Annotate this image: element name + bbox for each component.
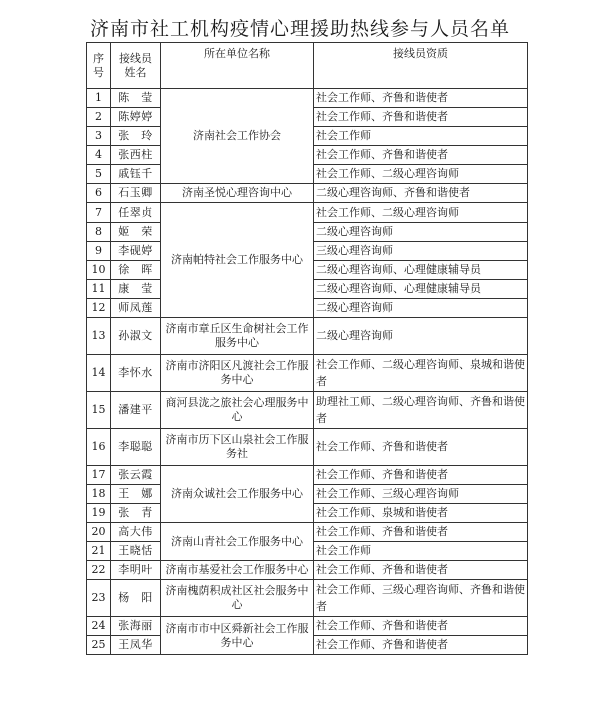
cell-number: 18 — [87, 485, 111, 504]
cell-number: 13 — [87, 318, 111, 355]
cell-number: 15 — [87, 392, 111, 429]
cell-qualification: 社会工作师、二级心理咨询师 — [314, 203, 528, 223]
cell-name: 潘建平 — [111, 392, 161, 429]
cell-qualification: 社会工作师、齐鲁和谐使者 — [314, 108, 528, 127]
table-row — [87, 429, 528, 466]
header-no-line: 序 — [93, 51, 104, 65]
cell-name: 张 玲 — [111, 127, 161, 146]
cell-name: 陈婷婷 — [111, 108, 161, 127]
header-name-line: 接线员 — [119, 51, 152, 65]
cell-name: 李明叶 — [111, 561, 161, 580]
header-org: 所在单位名称 — [161, 43, 314, 89]
cell-number: 5 — [87, 165, 111, 184]
cell-number: 1 — [87, 89, 111, 108]
table-row — [87, 355, 528, 392]
cell-name: 王凤华 — [111, 636, 161, 655]
cell-organization: 济南市基爱社会工作服务中心 — [161, 561, 314, 580]
table-row — [87, 580, 528, 617]
cell-number: 20 — [87, 523, 111, 542]
cell-organization: 济南圣悦心理咨询中心 — [161, 184, 314, 203]
page-title: 济南市社工机构疫情心理援助热线参与人员名单 — [89, 18, 510, 40]
header-qual: 接线员资质 — [314, 43, 528, 89]
cell-qualification: 二级心理咨询师、齐鲁和谐使者 — [314, 184, 528, 203]
cell-name: 张西柱 — [111, 146, 161, 165]
cell-number: 21 — [87, 542, 111, 561]
cell-name: 张海丽 — [111, 617, 161, 636]
cell-name: 戚钰千 — [111, 165, 161, 184]
cell-number: 9 — [87, 242, 111, 261]
cell-qualification: 二级心理咨询师 — [314, 299, 528, 318]
cell-name: 王晓恬 — [111, 542, 161, 561]
cell-number: 3 — [87, 127, 111, 146]
cell-qualification: 社会工作师、齐鲁和谐使者 — [314, 561, 528, 580]
cell-name: 姬 荣 — [111, 223, 161, 242]
header-no-line: 号 — [93, 65, 104, 79]
cell-number: 8 — [87, 223, 111, 242]
cell-qualification: 社会工作师、齐鲁和谐使者 — [314, 429, 528, 466]
table-row — [87, 561, 528, 580]
cell-organization: 济南市章丘区生命树社会工作服务中心 — [161, 318, 314, 355]
cell-name: 张 青 — [111, 504, 161, 523]
cell-number: 11 — [87, 280, 111, 299]
table-row — [87, 523, 528, 542]
cell-number: 24 — [87, 617, 111, 636]
cell-number: 4 — [87, 146, 111, 165]
cell-organization: 济南市济阳区凡渡社会工作服务中心 — [161, 355, 314, 392]
cell-organization: 济南社会工作协会 — [161, 89, 314, 184]
cell-number: 6 — [87, 184, 111, 203]
table-row — [87, 466, 528, 485]
cell-qualification: 二级心理咨询师 — [314, 223, 528, 242]
cell-qualification: 社会工作师、三级心理咨询师 — [314, 485, 528, 504]
cell-name: 李聪聪 — [111, 429, 161, 466]
cell-qualification: 社会工作师 — [314, 127, 528, 146]
cell-number: 16 — [87, 429, 111, 466]
cell-qualification: 助理社工师、二级心理咨询师、齐鲁和谐使者 — [314, 392, 528, 429]
table-header-row — [87, 43, 528, 89]
cell-number: 25 — [87, 636, 111, 655]
cell-organization: 济南山青社会工作服务中心 — [161, 523, 314, 561]
cell-qualification: 社会工作师、齐鲁和谐使者 — [314, 523, 528, 542]
header-name — [111, 43, 161, 89]
cell-name: 石玉卿 — [111, 184, 161, 203]
table-row — [87, 203, 528, 223]
cell-organization: 济南槐荫积成社区社会服务中心 — [161, 580, 314, 617]
header-name-line: 姓名 — [124, 65, 147, 79]
cell-organization: 济南帕特社会工作服务中心 — [161, 203, 314, 318]
table-row — [87, 392, 528, 429]
cell-number: 19 — [87, 504, 111, 523]
cell-name: 李砚婷 — [111, 242, 161, 261]
cell-qualification: 社会工作师、齐鲁和谐使者 — [314, 617, 528, 636]
cell-qualification: 二级心理咨询师、心理健康辅导员 — [314, 261, 528, 280]
cell-qualification: 社会工作师、齐鲁和谐使者 — [314, 636, 528, 655]
cell-organization: 济南众诚社会工作服务中心 — [161, 466, 314, 523]
cell-name: 康 莹 — [111, 280, 161, 299]
cell-qualification: 三级心理咨询师 — [314, 242, 528, 261]
cell-name: 高大伟 — [111, 523, 161, 542]
cell-qualification: 社会工作师、齐鲁和谐使者 — [314, 89, 528, 108]
cell-name: 孙淑文 — [111, 318, 161, 355]
cell-qualification: 社会工作师、二级心理咨询师 — [314, 165, 528, 184]
cell-qualification: 二级心理咨询师 — [314, 318, 528, 355]
cell-number: 14 — [87, 355, 111, 392]
table-row — [87, 184, 528, 203]
cell-name: 徐 晖 — [111, 261, 161, 280]
cell-number: 17 — [87, 466, 111, 485]
cell-qualification: 社会工作师、齐鲁和谐使者 — [314, 146, 528, 165]
cell-organization: 济南市市中区舜新社会工作服务中心 — [161, 617, 314, 655]
table-row — [87, 318, 528, 355]
cell-qualification: 社会工作师、齐鲁和谐使者 — [314, 466, 528, 485]
cell-name: 张云霞 — [111, 466, 161, 485]
cell-name: 王 娜 — [111, 485, 161, 504]
cell-qualification: 社会工作师、泉城和谐使者 — [314, 504, 528, 523]
cell-number: 2 — [87, 108, 111, 127]
cell-qualification: 社会工作师 — [314, 542, 528, 561]
roster-table — [86, 42, 528, 655]
cell-qualification: 二级心理咨询师、心理健康辅导员 — [314, 280, 528, 299]
cell-number: 10 — [87, 261, 111, 280]
cell-name: 陈 莹 — [111, 89, 161, 108]
cell-name: 李怀水 — [111, 355, 161, 392]
cell-number: 12 — [87, 299, 111, 318]
cell-number: 23 — [87, 580, 111, 617]
cell-number: 7 — [87, 203, 111, 223]
table-row — [87, 89, 528, 108]
table-row — [87, 617, 528, 636]
cell-name: 任翠贞 — [111, 203, 161, 223]
header-no — [87, 43, 111, 89]
cell-qualification: 社会工作师、三级心理咨询师、齐鲁和谐使者 — [314, 580, 528, 617]
cell-name: 师凤莲 — [111, 299, 161, 318]
cell-organization: 济南市历下区山泉社会工作服务社 — [161, 429, 314, 466]
cell-organization: 商河县泷之旅社会心理服务中心 — [161, 392, 314, 429]
cell-number: 22 — [87, 561, 111, 580]
cell-qualification: 社会工作师、二级心理咨询师、泉城和谐使者 — [314, 355, 528, 392]
cell-name: 杨 阳 — [111, 580, 161, 617]
